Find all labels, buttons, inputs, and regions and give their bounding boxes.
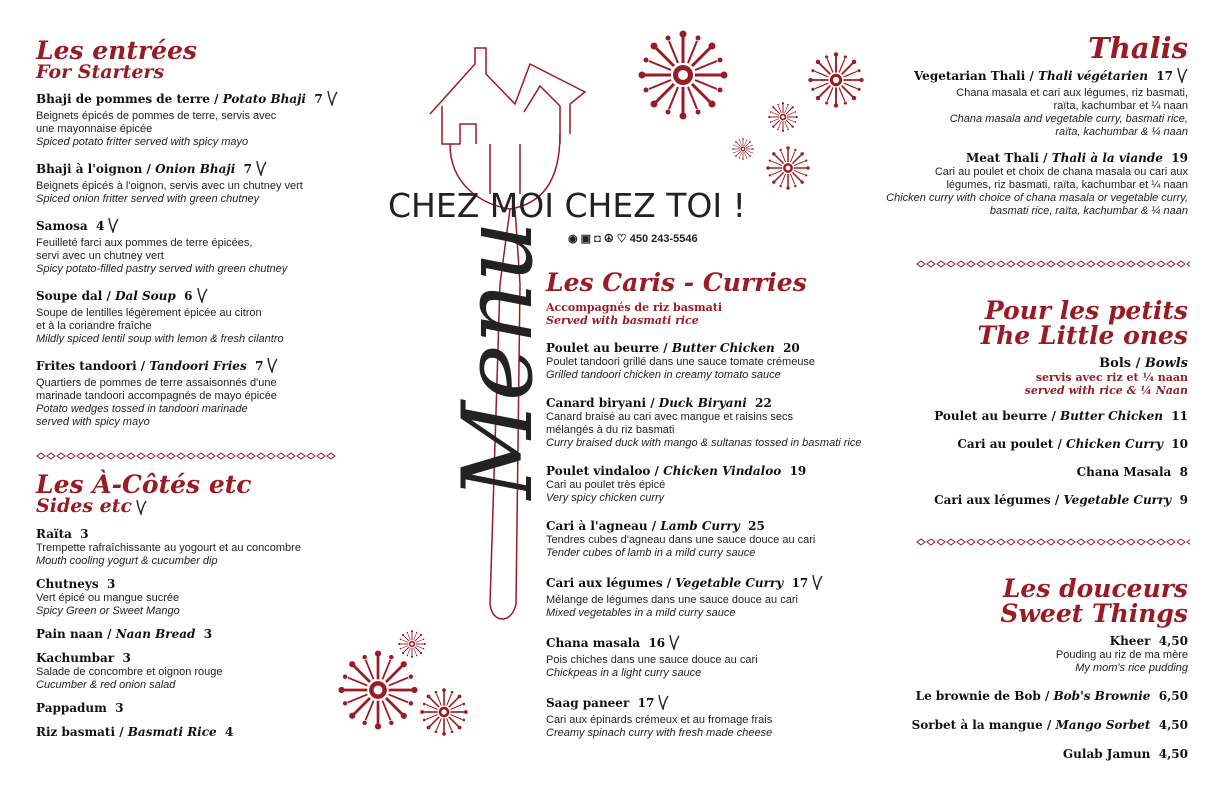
item-name-fr: Soupe dal bbox=[36, 289, 103, 303]
menu-item-name bbox=[36, 651, 376, 666]
item-name-fr: Le brownie de Bob bbox=[915, 689, 1041, 703]
item-desc-en: Tender cubes of lamb in a mild curry sauce bbox=[546, 547, 756, 559]
menu-item-name: Cari à l'agneau / Lamb Curry 25 bbox=[546, 519, 765, 533]
item-name-fr: Chana masala bbox=[546, 636, 641, 650]
item-desc-fr: Beignets épicés de pommes de terre, servis avec bbox=[36, 110, 277, 122]
menu-item-name bbox=[36, 527, 376, 542]
item-desc-fr: Mélange de légumes dans une sauce douce au cari bbox=[546, 594, 798, 606]
item-name-fr: Gulab Jamun bbox=[1062, 747, 1151, 761]
menu-item-name: Riz basmati / Basmati Rice 4 bbox=[36, 725, 234, 739]
item-desc-fr: marinade tandoori accompagnés de mayo épicée bbox=[36, 390, 277, 402]
kids-title-fr: Pour les petits bbox=[984, 296, 1188, 325]
menu-item-name bbox=[36, 701, 376, 716]
menu-item bbox=[870, 437, 1188, 452]
menu-item bbox=[546, 519, 926, 560]
item-name-fr: Canard biryani bbox=[546, 396, 647, 410]
item-desc-fr: Soupe de lentilles légèrement épicée au citron bbox=[36, 307, 262, 319]
item-desc-en: Creamy spinach curry with fresh made cheese bbox=[546, 727, 773, 739]
item-desc-fr: Chana masala et cari aux légumes, riz basmati, bbox=[956, 87, 1188, 99]
item-name-en: Lamb Curry bbox=[660, 519, 740, 533]
item-desc-fr: Pouding au riz de ma mère bbox=[1055, 649, 1188, 661]
menu-item bbox=[36, 527, 376, 568]
menu-item-name: Poulet au beurre / Butter Chicken 11 bbox=[934, 409, 1188, 423]
item-price: 3 bbox=[115, 701, 124, 715]
menu-item-name bbox=[870, 747, 1188, 762]
item-name-fr: Chana Masala bbox=[1076, 465, 1172, 479]
item-name-fr: Frites tandoori bbox=[36, 359, 137, 373]
menu-item bbox=[546, 634, 926, 680]
menu-item-name bbox=[870, 634, 1188, 649]
item-price: 7 bbox=[255, 359, 264, 373]
item-desc-fr: Pois chiches dans une sauce douce au cari bbox=[546, 654, 758, 666]
divider bbox=[916, 260, 1190, 268]
item-name-fr: Raïta bbox=[36, 527, 72, 541]
item-price: 19 bbox=[1171, 151, 1188, 165]
menu-item-name bbox=[870, 465, 1188, 480]
sweets-title-en: Sweet Things bbox=[1000, 599, 1188, 628]
item-desc-en: Spiced potato fritter served with spicy mayo bbox=[36, 136, 249, 148]
item-name-fr: Chutneys bbox=[36, 577, 99, 591]
item-name-fr: Vegetarian Thali bbox=[913, 69, 1026, 83]
instagram-icon: ◘ bbox=[594, 233, 601, 245]
item-name-en: Potato Bhaji bbox=[222, 92, 306, 106]
menu-item-name: Soupe dal / Dal Soup 6 bbox=[36, 287, 376, 307]
sweets-section bbox=[870, 576, 1188, 776]
mandala-icon bbox=[398, 630, 426, 658]
item-name-fr: Cari aux légumes bbox=[546, 576, 663, 590]
item-name-fr: Kachumbar bbox=[36, 651, 115, 665]
mandala-icon bbox=[420, 688, 468, 736]
item-name-en: Chicken Curry bbox=[1066, 437, 1163, 451]
curries-sub-fr: Accompagnés de riz basmati bbox=[546, 301, 723, 314]
item-price: 9 bbox=[1179, 493, 1188, 507]
menu-item bbox=[36, 725, 376, 740]
menu-item bbox=[36, 627, 376, 642]
menu-item bbox=[546, 396, 926, 450]
item-desc-en: Mildly spiced lentil soup with lemon & fresh cilantro bbox=[36, 333, 284, 345]
bowls-sub-fr: servis avec riz et ¼ naan bbox=[1035, 371, 1188, 384]
item-name-en: Naan Bread bbox=[115, 627, 196, 641]
menu-item-name: Cari aux légumes / Vegetable Curry 9 bbox=[934, 493, 1188, 507]
item-desc-en: Chana masala and vegetable curry, basmati rice, bbox=[949, 113, 1188, 125]
item-name-fr: Bhaji de pommes de terre bbox=[36, 92, 210, 106]
item-price: 4,50 bbox=[1158, 747, 1188, 761]
item-price: 10 bbox=[1171, 437, 1188, 451]
menu-item-name bbox=[36, 577, 376, 592]
sides-title-fr: Les À-Côtés etc bbox=[36, 470, 252, 499]
menu-item bbox=[36, 90, 376, 149]
menu-item bbox=[870, 689, 1188, 704]
kids-section bbox=[870, 298, 1188, 521]
item-name-fr: Pain naan bbox=[36, 627, 103, 641]
menu-item bbox=[546, 694, 926, 740]
leaf-icon bbox=[266, 357, 278, 377]
item-name-en: Basmati Rice bbox=[127, 725, 217, 739]
item-price: 19 bbox=[789, 464, 807, 478]
menu-item bbox=[36, 287, 376, 346]
item-desc-fr: une mayonnaise épicée bbox=[36, 123, 153, 135]
item-name-fr: Bhaji à l'oignon bbox=[36, 162, 143, 176]
item-name-en: Thali à la viande bbox=[1051, 151, 1163, 165]
leaf-icon bbox=[811, 574, 823, 594]
item-price: 8 bbox=[1179, 465, 1188, 479]
menu-item bbox=[36, 357, 376, 429]
thalis-title: Thalis bbox=[1088, 31, 1188, 65]
item-desc-fr: servi avec un chutney vert bbox=[36, 250, 164, 262]
menu-item bbox=[546, 464, 926, 505]
item-price: 3 bbox=[80, 527, 89, 541]
item-desc-fr: Feuilleté farci aux pommes de terre épicées, bbox=[36, 237, 253, 249]
menu-item-name: Bhaji à l'oignon / Onion Bhaji 7 bbox=[36, 160, 376, 180]
item-price: 4,50 bbox=[1158, 718, 1188, 732]
item-price: 20 bbox=[783, 341, 800, 355]
item-name-en: Onion Bhaji bbox=[155, 162, 236, 176]
item-price: 7 bbox=[314, 92, 323, 106]
item-price: 17 bbox=[791, 576, 809, 590]
item-price: 11 bbox=[1171, 409, 1188, 423]
item-name-fr: Kheer bbox=[1109, 634, 1151, 648]
curries-sub-en: Served with basmati rice bbox=[546, 314, 699, 327]
item-desc-en: Very spicy chicken curry bbox=[546, 492, 665, 504]
menu-item-name: Le brownie de Bob / Bob's Brownie 6,50 bbox=[915, 689, 1188, 703]
menu-item-name: Canard biryani / Duck Biryani 22 bbox=[546, 396, 772, 410]
menu-item-name bbox=[36, 217, 376, 237]
menu-item bbox=[36, 217, 376, 276]
menu-item bbox=[870, 634, 1188, 675]
leaf-icon bbox=[135, 499, 147, 519]
brand-name: CHEZ MOI CHEZ TOI ! bbox=[388, 186, 746, 225]
item-desc-fr: Canard braisé au cari avec mangue et raisins secs bbox=[546, 411, 794, 423]
menu-item bbox=[36, 160, 376, 206]
mandala-icon bbox=[732, 138, 754, 160]
sides-section bbox=[36, 472, 376, 749]
mandala-icon bbox=[638, 30, 728, 120]
mandala-icon bbox=[766, 146, 810, 190]
item-price: 22 bbox=[755, 396, 772, 410]
item-price: 17 bbox=[637, 696, 655, 710]
phone-number: 450 243-5546 bbox=[629, 233, 698, 245]
leaf-icon bbox=[668, 634, 680, 654]
item-desc-en: Chicken curry with choice of chana masala or vegetable curry, bbox=[886, 192, 1188, 204]
item-desc-fr: Cari aux épinards crémeux et au fromage frais bbox=[546, 714, 773, 726]
leaf-icon bbox=[107, 217, 119, 237]
starters-section bbox=[36, 38, 376, 440]
menu-item bbox=[36, 651, 376, 692]
item-desc-fr: et à la coriandre fraîche bbox=[36, 320, 152, 332]
item-desc-en: Mouth cooling yogurt & cucumber dip bbox=[36, 555, 218, 567]
menu-item-name: Pain naan / Naan Bread 3 bbox=[36, 627, 213, 641]
item-price: 17 bbox=[1156, 69, 1173, 83]
item-desc-fr: légumes, riz basmati, raïta, kachumbar et ¼ naan bbox=[946, 179, 1188, 191]
item-desc-fr: Trempette rafraîchissante au yogourt et au concombre bbox=[36, 542, 301, 554]
item-price: 3 bbox=[107, 577, 116, 591]
menu-item-name bbox=[546, 694, 926, 714]
item-name-fr: Samosa bbox=[36, 219, 88, 233]
item-name-en: Mango Sorbet bbox=[1055, 718, 1151, 732]
bowls-sub-en: served with rice & ¼ Naan bbox=[1024, 384, 1188, 397]
item-desc-en: raïta, kachumbar & ¼ naan bbox=[1055, 126, 1188, 138]
menu-item-name: Vegetarian Thali / Thali végétarien 17 bbox=[830, 67, 1188, 87]
starters-title-en: For Starters bbox=[36, 61, 165, 83]
item-desc-fr: Quartiers de pommes de terre assaisonnés d'une bbox=[36, 377, 277, 389]
item-name-en: Tandoori Fries bbox=[149, 359, 247, 373]
item-name-fr: Saag paneer bbox=[546, 696, 630, 710]
item-desc-en: Chickpeas in a light curry sauce bbox=[546, 667, 702, 679]
item-desc-en: Curry braised duck with mango & sultanas tossed in basmati rice bbox=[546, 437, 862, 449]
menu-item bbox=[36, 577, 376, 618]
contact-bar bbox=[568, 232, 698, 245]
mandala-icon bbox=[768, 102, 798, 132]
item-desc-en: Grilled tandoori chicken in creamy tomato sauce bbox=[546, 369, 781, 381]
menu-item bbox=[870, 493, 1188, 508]
item-name-fr: Poulet vindaloo bbox=[546, 464, 651, 478]
item-desc-en: Spicy Green or Sweet Mango bbox=[36, 605, 180, 617]
item-name-en: Butter Chicken bbox=[1060, 409, 1163, 423]
item-desc-fr: raïta, kachumbar et ¼ naan bbox=[1053, 100, 1188, 112]
bowls-heading: Bols / Bowls bbox=[1099, 356, 1188, 371]
item-price: 4,50 bbox=[1158, 634, 1188, 648]
item-price: 3 bbox=[122, 651, 131, 665]
leaf-icon bbox=[255, 160, 267, 180]
menu-item bbox=[546, 574, 926, 620]
leaf-icon bbox=[1176, 67, 1188, 87]
menu-item-name: Poulet au beurre / Butter Chicken 20 bbox=[546, 341, 800, 355]
item-name-fr: Sorbet à la mangue bbox=[911, 718, 1043, 732]
item-name-fr: Riz basmati bbox=[36, 725, 116, 739]
menu-script-word: Menu bbox=[442, 220, 554, 500]
item-name-en: Bob's Brownie bbox=[1053, 689, 1151, 703]
item-desc-fr: Vert épicé ou mangue sucrée bbox=[36, 592, 180, 604]
item-desc-fr: Beignets épicés à l'oignon, servis avec un chutney vert bbox=[36, 180, 303, 192]
menu-item-name bbox=[546, 634, 926, 654]
item-price: 6,50 bbox=[1158, 689, 1188, 703]
peace-icon: ☮ bbox=[603, 233, 614, 245]
item-name-fr: Meat Thali bbox=[965, 151, 1039, 165]
menu-item-name: Poulet vindaloo / Chicken Vindaloo 19 bbox=[546, 464, 807, 478]
curries-section bbox=[546, 270, 926, 754]
item-price: 4 bbox=[225, 725, 234, 739]
item-name-en: Vegetable Curry bbox=[675, 576, 784, 590]
item-desc-en: Mixed vegetables in a mild curry sauce bbox=[546, 607, 736, 619]
menu-item bbox=[36, 701, 376, 716]
item-price: 4 bbox=[96, 219, 105, 233]
item-desc-fr: Tendres cubes d'agneau dans une sauce douce au cari bbox=[546, 534, 816, 546]
item-name-en: Thali végétarien bbox=[1038, 69, 1148, 83]
sweets-title-fr: Les douceurs bbox=[1002, 574, 1188, 603]
item-price: 16 bbox=[648, 636, 666, 650]
item-desc-fr: Cari au poulet très épicé bbox=[546, 479, 666, 491]
menu-item-name: Bhaji de pommes de terre / Potato Bhaji 7 bbox=[36, 90, 376, 110]
menu-item bbox=[870, 718, 1188, 733]
leaf-icon bbox=[196, 287, 208, 307]
item-desc-en: Potato wedges tossed in tandoori marinade bbox=[36, 403, 248, 415]
item-name-en: Duck Biryani bbox=[658, 396, 747, 410]
item-desc-fr: Cari au poulet et choix de chana masala ou cari aux bbox=[934, 166, 1188, 178]
item-desc-en: Cucumber & red onion salad bbox=[36, 679, 176, 691]
leaf-icon bbox=[657, 694, 669, 714]
item-name-fr: Pappadum bbox=[36, 701, 107, 715]
menu-item bbox=[870, 465, 1188, 480]
starters-title-fr: Les entrées bbox=[36, 36, 197, 65]
curries-title: Les Caris - Curries bbox=[546, 268, 807, 297]
item-desc-en: My mom's rice pudding bbox=[1075, 662, 1188, 674]
menu-item bbox=[870, 747, 1188, 762]
item-price: 25 bbox=[748, 519, 765, 533]
wifi-icon: ◉ bbox=[568, 233, 578, 245]
item-name-en: Dal Soup bbox=[115, 289, 176, 303]
item-desc-en: served with spicy mayo bbox=[36, 416, 150, 428]
heart-icon: ♡ bbox=[616, 233, 627, 245]
item-name-fr: Poulet au beurre bbox=[934, 409, 1048, 423]
facebook-icon: ▣ bbox=[580, 233, 592, 245]
divider bbox=[916, 538, 1190, 546]
sides-title-en: Sides etc bbox=[36, 497, 376, 519]
item-name-en: Chicken Vindaloo bbox=[663, 464, 782, 478]
menu-item-name: Cari au poulet / Chicken Curry 10 bbox=[957, 437, 1188, 451]
menu-item-name: Cari aux légumes / Vegetable Curry 17 bbox=[546, 574, 926, 594]
menu-item bbox=[830, 151, 1188, 218]
item-price: 6 bbox=[184, 289, 193, 303]
item-desc-fr: mélangés à du riz basmati bbox=[546, 424, 675, 436]
item-desc-fr: Poulet tandoori grillé dans une sauce tomate crémeuse bbox=[546, 356, 816, 368]
item-name-fr: Cari aux légumes bbox=[934, 493, 1051, 507]
menu-item bbox=[870, 409, 1188, 424]
menu-item bbox=[830, 67, 1188, 139]
leaf-icon bbox=[326, 90, 338, 110]
item-price: 7 bbox=[243, 162, 252, 176]
thalis-section bbox=[830, 31, 1188, 230]
item-name-fr: Cari à l'agneau bbox=[546, 519, 648, 533]
menu-item-name: Frites tandoori / Tandoori Fries 7 bbox=[36, 357, 376, 377]
item-name-en: Butter Chicken bbox=[671, 341, 775, 355]
item-desc-en: Spiced onion fritter served with green chutney bbox=[36, 193, 260, 205]
item-price: 3 bbox=[203, 627, 213, 641]
kids-title-en: The Little ones bbox=[977, 321, 1188, 350]
item-desc-en: Spicy potato-filled pastry served with green chutney bbox=[36, 263, 288, 275]
item-desc-en: basmati rice, raïta, kachumbar & ¼ naan bbox=[989, 205, 1188, 217]
menu-item bbox=[546, 341, 926, 382]
divider bbox=[36, 452, 336, 460]
item-name-fr: Cari au poulet bbox=[957, 437, 1054, 451]
menu-item-name: Meat Thali / Thali à la viande 19 bbox=[965, 151, 1188, 165]
menu-item-name: Sorbet à la mangue / Mango Sorbet 4,50 bbox=[911, 718, 1188, 732]
item-name-en: Vegetable Curry bbox=[1063, 493, 1172, 507]
item-name-fr: Poulet au beurre bbox=[546, 341, 660, 355]
item-desc-fr: Salade de concombre et oignon rouge bbox=[36, 666, 223, 678]
